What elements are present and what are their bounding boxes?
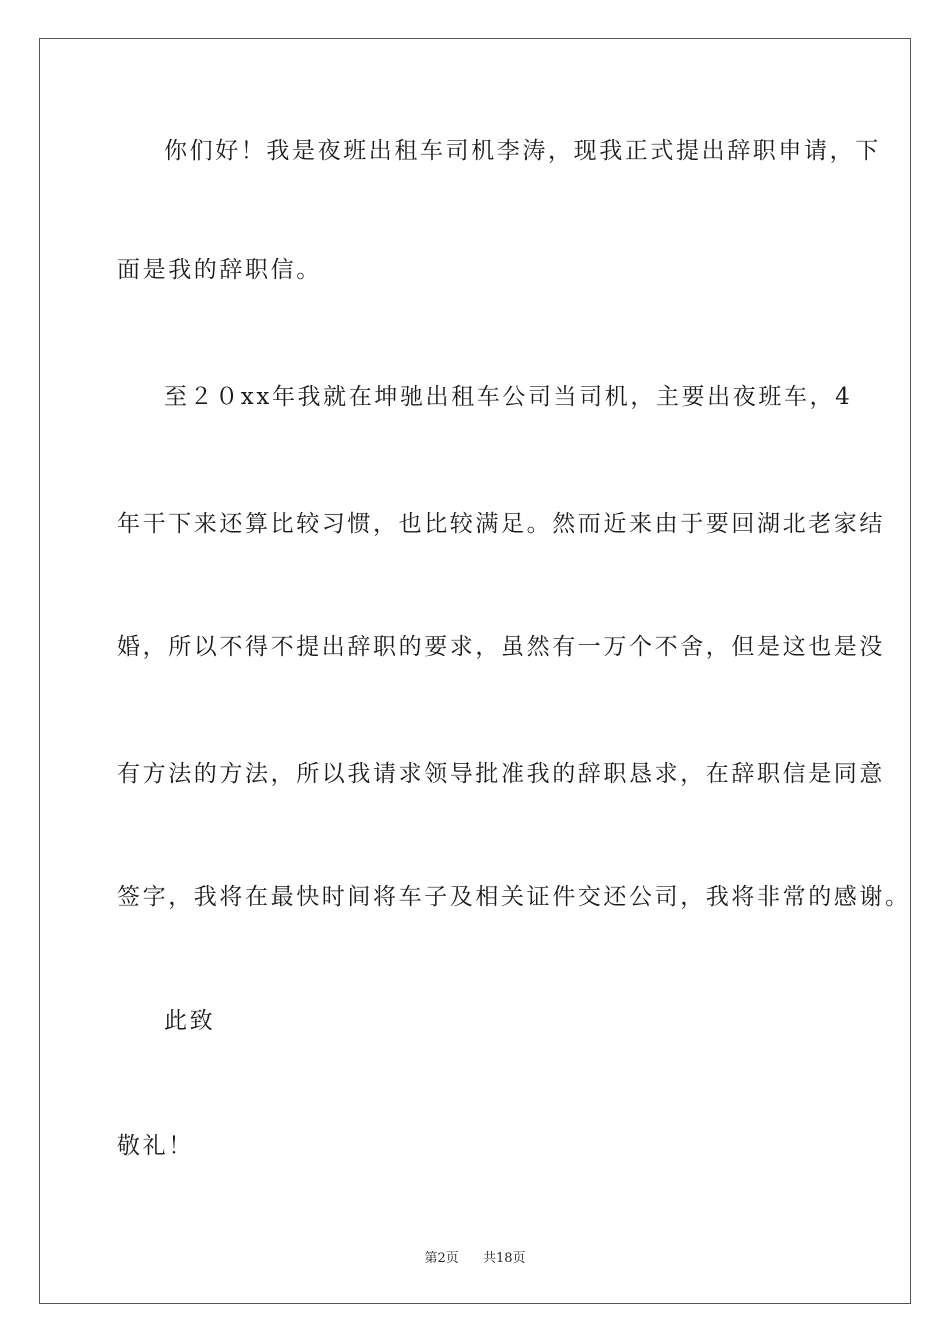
letter-line-2: 面是我的辞职信。 (117, 257, 322, 283)
letter-salutation: 敬礼！ (117, 1133, 194, 1159)
page-number-current: 第2页 (424, 1251, 459, 1266)
page-number-total: 共18页 (483, 1251, 526, 1266)
letter-closing: 此致 (164, 1008, 216, 1034)
letter-line-4: 年干下来还算比较习惯，也比较满足。然而近来由于要回湖北老家结 (117, 511, 885, 537)
letter-line-6: 有方法的方法，所以我请求领导批准我的辞职恳求，在辞职信是同意 (117, 761, 885, 787)
letter-line-5: 婚，所以不得不提出辞职的要求，虽然有一万个不舍，但是这也是没 (117, 634, 885, 660)
page-footer (0, 1247, 950, 1266)
page-frame (39, 38, 911, 1304)
letter-line-3: 至２０xx年我就在坤驰出租车公司当司机，主要出夜班车，4 (164, 384, 853, 410)
letter-line-1: 你们好！我是夜班出租车司机李涛，现我正式提出辞职申请，下 (164, 138, 881, 164)
letter-line-7: 签字，我将在最快时间将车子及相关证件交还公司，我将非常的感谢。 (117, 884, 911, 910)
